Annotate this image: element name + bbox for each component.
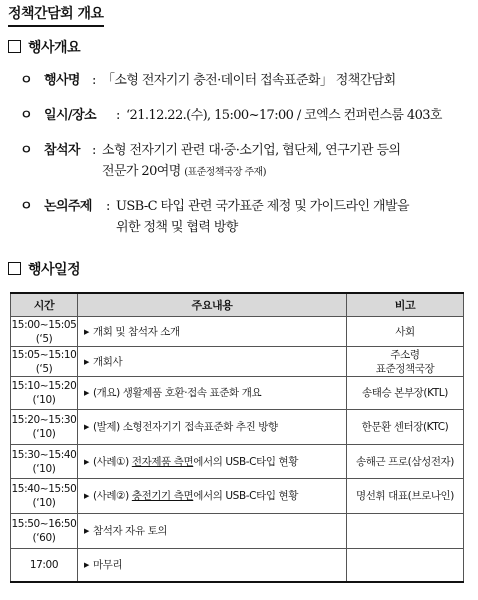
table-row: 15:00~15:05 (‘5) ▶ 개회 및 참석자 소개 사회 <box>11 317 464 347</box>
triangle-bullet-icon: ▶ <box>84 389 89 397</box>
triangle-bullet-icon: ▶ <box>84 457 89 466</box>
table-row: 15:10~15:20 (‘10) ▶ (개요) 생활제품 호환·접속 표준화 개요 송태승 본부장(KTL) <box>11 377 464 410</box>
item-label: 참석자 <box>44 143 80 158</box>
triangle-bullet-icon: ▶ <box>84 423 89 431</box>
col-header-note: 비고 <box>347 293 464 317</box>
item-value-line2: 위한 정책 및 협력 방향 <box>116 220 238 235</box>
page-title: 정책간담회 개요 <box>8 3 104 27</box>
overview-heading: 행사개요 <box>8 37 80 57</box>
item-value-line2: 전문가 20여명 (표준정책국장 주재) <box>102 164 266 179</box>
triangle-bullet-icon: ▶ <box>84 327 89 336</box>
item-label: 일시/장소 <box>44 108 96 123</box>
item-label: 논의주제 <box>44 199 92 214</box>
table-row: 15:20~15:30 (‘10) ▶ (발제) 소형전자기기 접속표준화 추진 방향 한문환 센터장(KTC) <box>11 410 464 445</box>
col-header-content: 주요내용 <box>78 293 347 317</box>
item-value: 「소형 전자기기 충전·데이터 접속표준화」 정책간담회 <box>102 73 396 88</box>
triangle-bullet-icon: ▶ <box>84 561 89 569</box>
col-header-time: 시간 <box>11 293 78 317</box>
triangle-bullet-icon: ▶ <box>84 357 89 366</box>
triangle-bullet-icon: ▶ <box>84 492 89 500</box>
table-row: 17:00 ▶ 마무리 <box>11 549 464 583</box>
triangle-bullet-icon: ▶ <box>84 527 89 535</box>
table-row: 15:30~15:40 (‘10) ▶ (사례①) 전자제품 측면에서의 USB-C타입 현황 송해근 프로(삼성전자) <box>11 445 464 479</box>
item-value: USB-C 타입 관련 국가표준 제정 및 가이드라인 개발을 <box>116 199 409 214</box>
table-row: 15:40~15:50 (‘10) ▶ (사례②) 충전기기 측면에서의 USB-C타입 현황 명선휘 대표(브로나인) <box>11 479 464 514</box>
table-row: 15:05~15:10 (‘5) ▶ 개회사 주소령 표준정책국장 <box>11 347 464 377</box>
checkbox-square-icon <box>8 40 21 53</box>
item-label: 행사명 <box>44 73 80 88</box>
schedule-table <box>10 292 464 583</box>
item-value: 소형 전자기기 관련 대·중·소기업, 협단체, 연구기관 등의 <box>102 143 401 158</box>
item-value: ‘21.12.22.(수), 15:00~17:00 / 코엑스 컨퍼런스룸 403호 <box>126 108 442 123</box>
table-row: 15:50~16:50 (‘60) ▶ 참석자 자유 토의 <box>11 514 464 549</box>
schedule-heading: 행사일정 <box>8 259 80 279</box>
checkbox-square-icon <box>8 262 21 275</box>
